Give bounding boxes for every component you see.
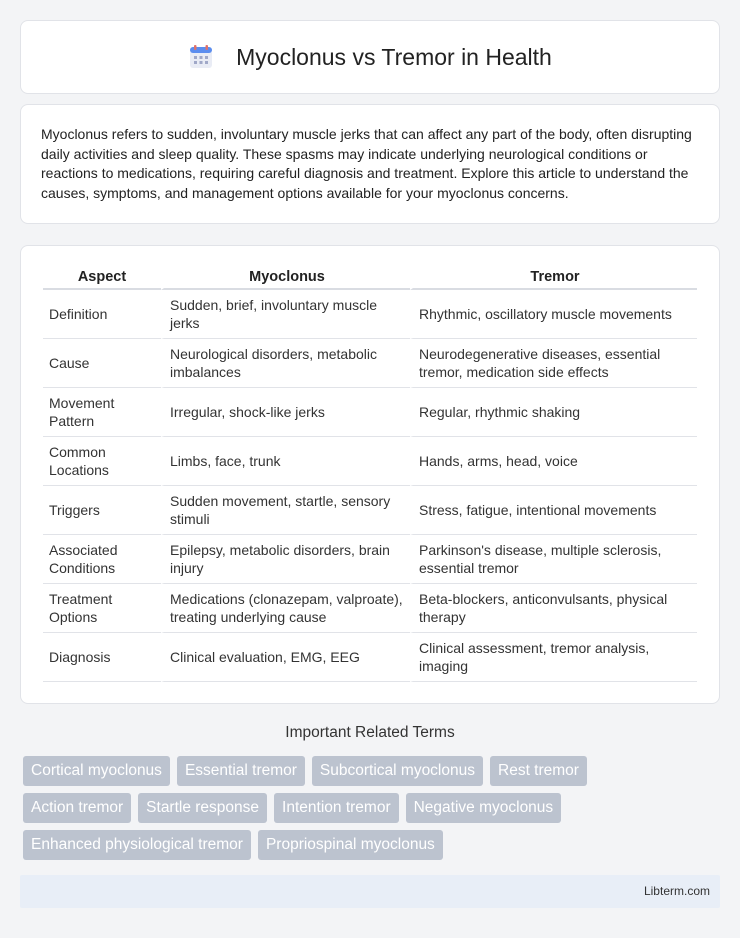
table-row bbox=[43, 339, 697, 388]
table-cell: Diagnosis bbox=[43, 633, 161, 682]
related-term-tag[interactable]: Enhanced physiological tremor bbox=[23, 830, 251, 860]
table-cell: Rhythmic, oscillatory muscle movements bbox=[410, 290, 697, 339]
table-row bbox=[43, 290, 697, 339]
intro-section bbox=[20, 104, 720, 224]
table-row bbox=[43, 584, 697, 633]
calendar-icon bbox=[188, 44, 214, 70]
table-cell: Regular, rhythmic shaking bbox=[410, 388, 697, 437]
related-term-tag[interactable]: Subcortical myoclonus bbox=[312, 756, 483, 786]
related-term-tag[interactable]: Cortical myoclonus bbox=[23, 756, 170, 786]
table-cell: Limbs, face, trunk bbox=[161, 437, 410, 486]
comparison-table bbox=[43, 265, 697, 682]
table-cell: Treatment Options bbox=[43, 584, 161, 633]
column-header: Myoclonus bbox=[161, 265, 410, 290]
table-row bbox=[43, 388, 697, 437]
column-header: Tremor bbox=[410, 265, 697, 290]
table-cell: Neurological disorders, metabolic imbalances bbox=[161, 339, 410, 388]
table-row bbox=[43, 437, 697, 486]
table-cell: Clinical evaluation, EMG, EEG bbox=[161, 633, 410, 682]
related-terms-title: Important Related Terms bbox=[285, 724, 455, 741]
related-terms-list bbox=[23, 756, 723, 867]
related-term-tag[interactable]: Negative myoclonus bbox=[406, 793, 562, 823]
table-cell: Irregular, shock-like jerks bbox=[161, 388, 410, 437]
table-cell: Medications (clonazepam, valproate), treating underlying cause bbox=[161, 584, 410, 633]
footer-link[interactable]: Libterm.com bbox=[643, 884, 710, 898]
table-header-row bbox=[43, 265, 697, 290]
table-cell: Cause bbox=[43, 339, 161, 388]
table-row bbox=[43, 486, 697, 535]
table-cell: Neurodegenerative diseases, essential tremor, medication side effects bbox=[410, 339, 697, 388]
table-cell: Stress, fatigue, intentional movements bbox=[410, 486, 697, 535]
page-title: Myoclonus vs Tremor in Health bbox=[236, 43, 552, 70]
page-header bbox=[20, 20, 720, 94]
comparison-table-card bbox=[20, 245, 720, 704]
table-cell: Movement Pattern bbox=[43, 388, 161, 437]
table-cell: Parkinson's disease, multiple sclerosis, essential tremor bbox=[410, 535, 697, 584]
tag-row bbox=[23, 830, 723, 860]
related-term-tag[interactable]: Startle response bbox=[138, 793, 267, 823]
table-cell: Associated Conditions bbox=[43, 535, 161, 584]
table-cell: Epilepsy, metabolic disorders, brain injury bbox=[161, 535, 410, 584]
table-cell: Triggers bbox=[43, 486, 161, 535]
table-cell: Beta-blockers, anticonvulsants, physical therapy bbox=[410, 584, 697, 633]
footer bbox=[20, 875, 720, 908]
column-header: Aspect bbox=[43, 265, 161, 290]
tag-row bbox=[23, 793, 723, 823]
related-term-tag[interactable]: Propriospinal myoclonus bbox=[258, 830, 443, 860]
table-cell: Definition bbox=[43, 290, 161, 339]
related-term-tag[interactable]: Intention tremor bbox=[274, 793, 399, 823]
related-term-tag[interactable]: Rest tremor bbox=[490, 756, 587, 786]
related-term-tag[interactable]: Action tremor bbox=[23, 793, 131, 823]
table-cell: Clinical assessment, tremor analysis, imaging bbox=[410, 633, 697, 682]
table-row bbox=[43, 633, 697, 682]
table-row bbox=[43, 535, 697, 584]
table-cell: Sudden movement, startle, sensory stimuli bbox=[161, 486, 410, 535]
related-term-tag[interactable]: Essential tremor bbox=[177, 756, 305, 786]
tag-row bbox=[23, 756, 723, 786]
table-cell: Hands, arms, head, voice bbox=[410, 437, 697, 486]
intro-text: Myoclonus refers to sudden, involuntary muscle jerks that can affect any part of the body, often disrupting daily activities and sleep quality. These spasms may indicate underlying neurological conditions or reactions to medications, requiring careful diagnosis and treatment. Explore this article to understand the causes, symptoms, and management options available for your myoclonus concerns. bbox=[41, 126, 692, 201]
table-cell: Common Locations bbox=[43, 437, 161, 486]
table-cell: Sudden, brief, involuntary muscle jerks bbox=[161, 290, 410, 339]
